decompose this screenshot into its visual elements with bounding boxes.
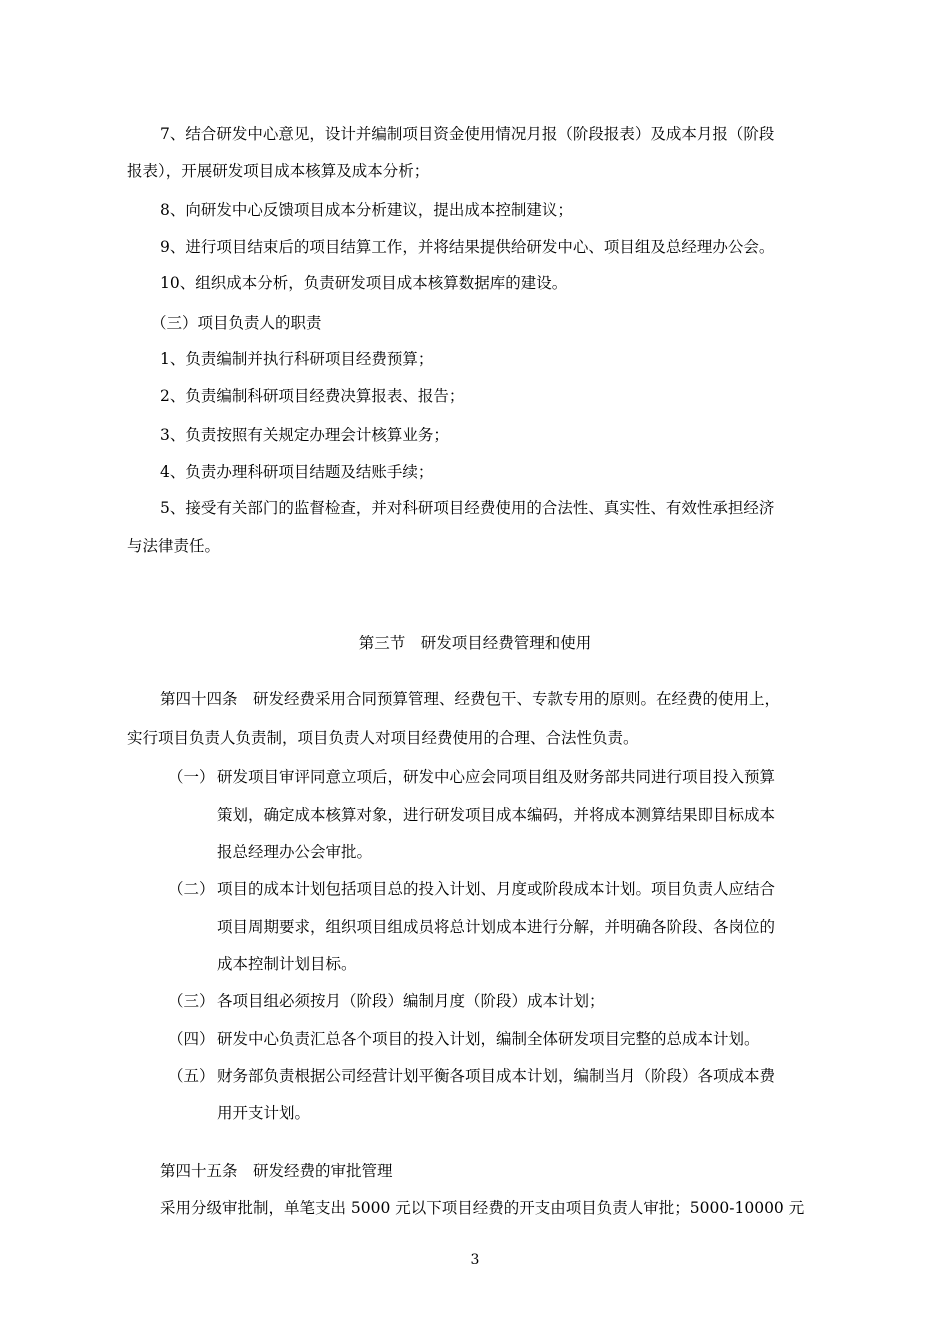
leader-item-4: 4、负责办理科研项目结题及结账手续； xyxy=(160,463,434,481)
article-44-item-4-line-1: 研发中心负责汇总各个项目的投入计划，编制全体研发项目完整的总成本计划。 xyxy=(217,1030,760,1048)
item-8: 8、向研发中心反馈项目成本分析建议，提出成本控制建议； xyxy=(160,201,573,219)
leader-item-3: 3、负责按照有关规定办理会计核算业务； xyxy=(160,426,449,444)
page-number: 3 xyxy=(470,1252,480,1268)
item-7-line-1: 7、结合研发中心意见，设计并编制项目资金使用情况月报（阶段报表）及成本月报（阶段 xyxy=(160,125,775,143)
article-44-item-1-number: （一） xyxy=(168,768,215,786)
article-44-item-2-line-2: 项目周期要求，组织项目组成员将总计划成本进行分解，并明确各阶段、各岗位的 xyxy=(217,918,776,936)
article-44-item-4-number: （四） xyxy=(168,1030,215,1048)
article-44-item-1-line-1: 研发项目审评同意立项后，研发中心应会同项目组及财务部共同进行项目投入预算 xyxy=(217,768,776,786)
leader-duties-heading: （三）项目负责人的职责 xyxy=(151,314,322,332)
article-44-line-1: 第四十四条 研发经费采用合同预算管理、经费包干、专款专用的原则。在经费的使用上， xyxy=(160,690,781,708)
article-44-item-5-number: （五） xyxy=(168,1067,215,1085)
leader-item-1: 1、负责编制并执行科研项目经费预算； xyxy=(160,350,434,368)
article-44-item-3-number: （三） xyxy=(168,992,215,1010)
section-title: 第三节 研发项目经费管理和使用 xyxy=(358,634,592,652)
article-44-item-1-line-3: 报总经理办公会审批。 xyxy=(217,843,373,861)
article-44-item-5-line-1: 财务部负责根据公司经营计划平衡各项目成本计划，编制当月（阶段）各项成本费 xyxy=(217,1067,776,1085)
leader-item-5-line-1: 5、接受有关部门的监督检查，并对科研项目经费使用的合法性、真实性、有效性承担经济 xyxy=(160,499,775,517)
article-45-line-1: 采用分级审批制，单笔支出 5000 元以下项目经费的开支由项目负责人审批；5000-10000 元 xyxy=(160,1199,805,1217)
leader-item-5-line-2: 与法律责任。 xyxy=(127,537,221,555)
article-44-item-3-line-1: 各项目组必须按月（阶段）编制月度（阶段）成本计划； xyxy=(217,992,605,1010)
article-44-item-2-number: （二） xyxy=(168,880,215,898)
item-9: 9、进行项目结束后的项目结算工作，并将结果提供给研发中心、项目组及总经理办公会。 xyxy=(160,238,775,256)
leader-item-2: 2、负责编制科研项目经费决算报表、报告； xyxy=(160,387,465,405)
article-44-item-2-line-3: 成本控制计划目标。 xyxy=(217,955,357,973)
article-44-item-2-line-1: 项目的成本计划包括项目总的投入计划、月度或阶段成本计划。项目负责人应结合 xyxy=(217,880,776,898)
article-44-item-1-line-2: 策划，确定成本核算对象，进行研发项目成本编码，并将成本测算结果即目标成本 xyxy=(217,806,776,824)
item-7-line-2: 报表），开展研发项目成本核算及成本分析； xyxy=(127,162,430,180)
item-10: 10、组织成本分析，负责研发项目成本核算数据库的建设。 xyxy=(160,274,568,292)
article-44-item-5-line-2: 用开支计划。 xyxy=(217,1104,311,1122)
article-45-heading: 第四十五条 研发经费的审批管理 xyxy=(160,1162,393,1180)
article-44-line-2: 实行项目负责人负责制，项目负责人对项目经费使用的合理、合法性负责。 xyxy=(127,729,639,747)
